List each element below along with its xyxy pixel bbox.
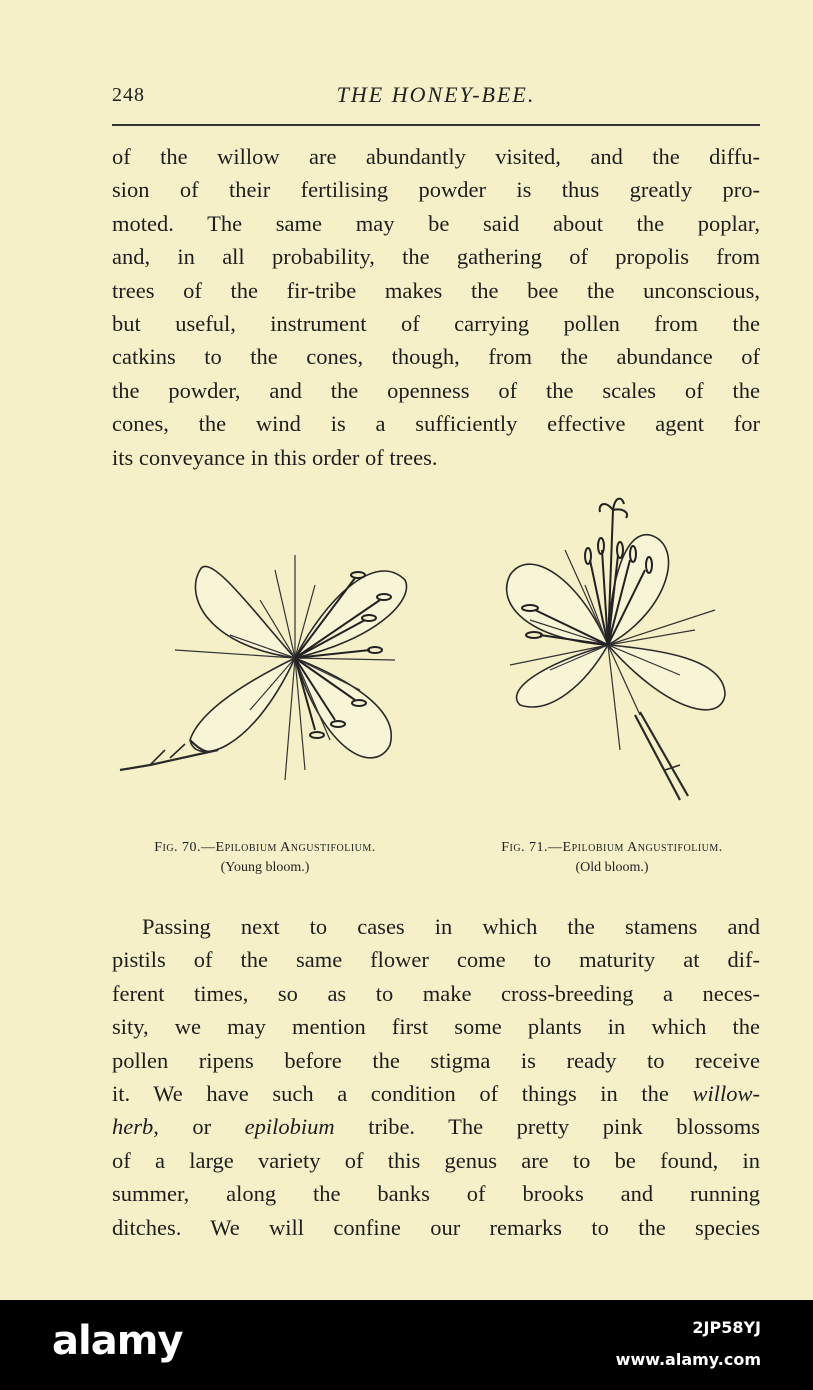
page-number: 248: [112, 84, 145, 106]
header-rule: [112, 124, 760, 126]
text-run: or: [158, 1114, 245, 1140]
flower-illustration-young-bloom: [110, 540, 420, 790]
site-url: www.alamy.com: [615, 1350, 761, 1369]
running-title: THE HONEY-BEE.: [336, 82, 536, 107]
alamy-logo: alamy: [52, 1318, 183, 1364]
text-line: but useful, instrument of carrying pollen from the: [112, 311, 760, 337]
flower-illustration-old-bloom: [490, 490, 740, 820]
running-head: [112, 80, 760, 114]
image-id: 2JP58YJ: [692, 1318, 761, 1337]
italic-term: herb,: [112, 1114, 159, 1140]
figure-71-label: Fig. 71.—Epilobium Angustifolium.: [501, 840, 723, 855]
text-line: the powder, and the openness of the scales of the: [112, 377, 760, 403]
figure-71-caption: [452, 838, 772, 878]
text-line: ditches. We will confine our remarks to the species: [112, 1214, 760, 1240]
figure-70-label: Fig. 70.—Epilobium Angustifolium.: [154, 840, 376, 855]
text-line: trees of the fir-tribe makes the bee the unconscious,: [112, 277, 760, 303]
text-line: Passing next to cases in which the stamens and: [142, 914, 760, 939]
text-line: sity, we may mention first some plants in which the: [112, 1014, 760, 1040]
figure-70-note: (Young bloom.): [220, 860, 310, 875]
text-line: of a large variety of this genus are to be found, in: [112, 1147, 760, 1173]
text-line: sion of their fertilising powder is thus greatly pro-: [112, 177, 760, 203]
text-line: moted. The same may be said about the poplar,: [112, 210, 760, 236]
paragraph-2: [112, 910, 760, 1244]
text-line: of the willow are abundantly visited, and the diffu-: [112, 144, 760, 169]
text-run: it. We have such a condition of things in the: [112, 1081, 693, 1107]
text-line: summer, along the banks of brooks and running: [112, 1181, 760, 1207]
paragraph-1: [112, 140, 760, 474]
text-line: cones, the wind is a sufficiently effective agent for: [112, 411, 760, 437]
text-line: catkins to the cones, though, from the abundance of: [112, 344, 760, 370]
text-line: its conveyance in this order of trees.: [112, 444, 438, 470]
text-line: pollen ripens before the stigma is ready to receive: [112, 1047, 760, 1073]
italic-term: willow-: [692, 1081, 760, 1107]
figure-70-caption: [110, 838, 420, 878]
figure-71-note: (Old bloom.): [575, 860, 649, 875]
italic-term: epilobium: [244, 1114, 335, 1140]
text-run: tribe. The pretty pink blossoms: [334, 1114, 760, 1140]
watermark-bar: [0, 1300, 813, 1390]
text-line: [112, 1110, 760, 1143]
text-line: and, in all probability, the gathering of propolis from: [112, 244, 760, 270]
text-line: [112, 1077, 760, 1110]
text-line: pistils of the same flower come to maturity at dif-: [112, 947, 760, 973]
text-line: ferent times, so as to make cross-breeding a neces-: [112, 980, 760, 1006]
